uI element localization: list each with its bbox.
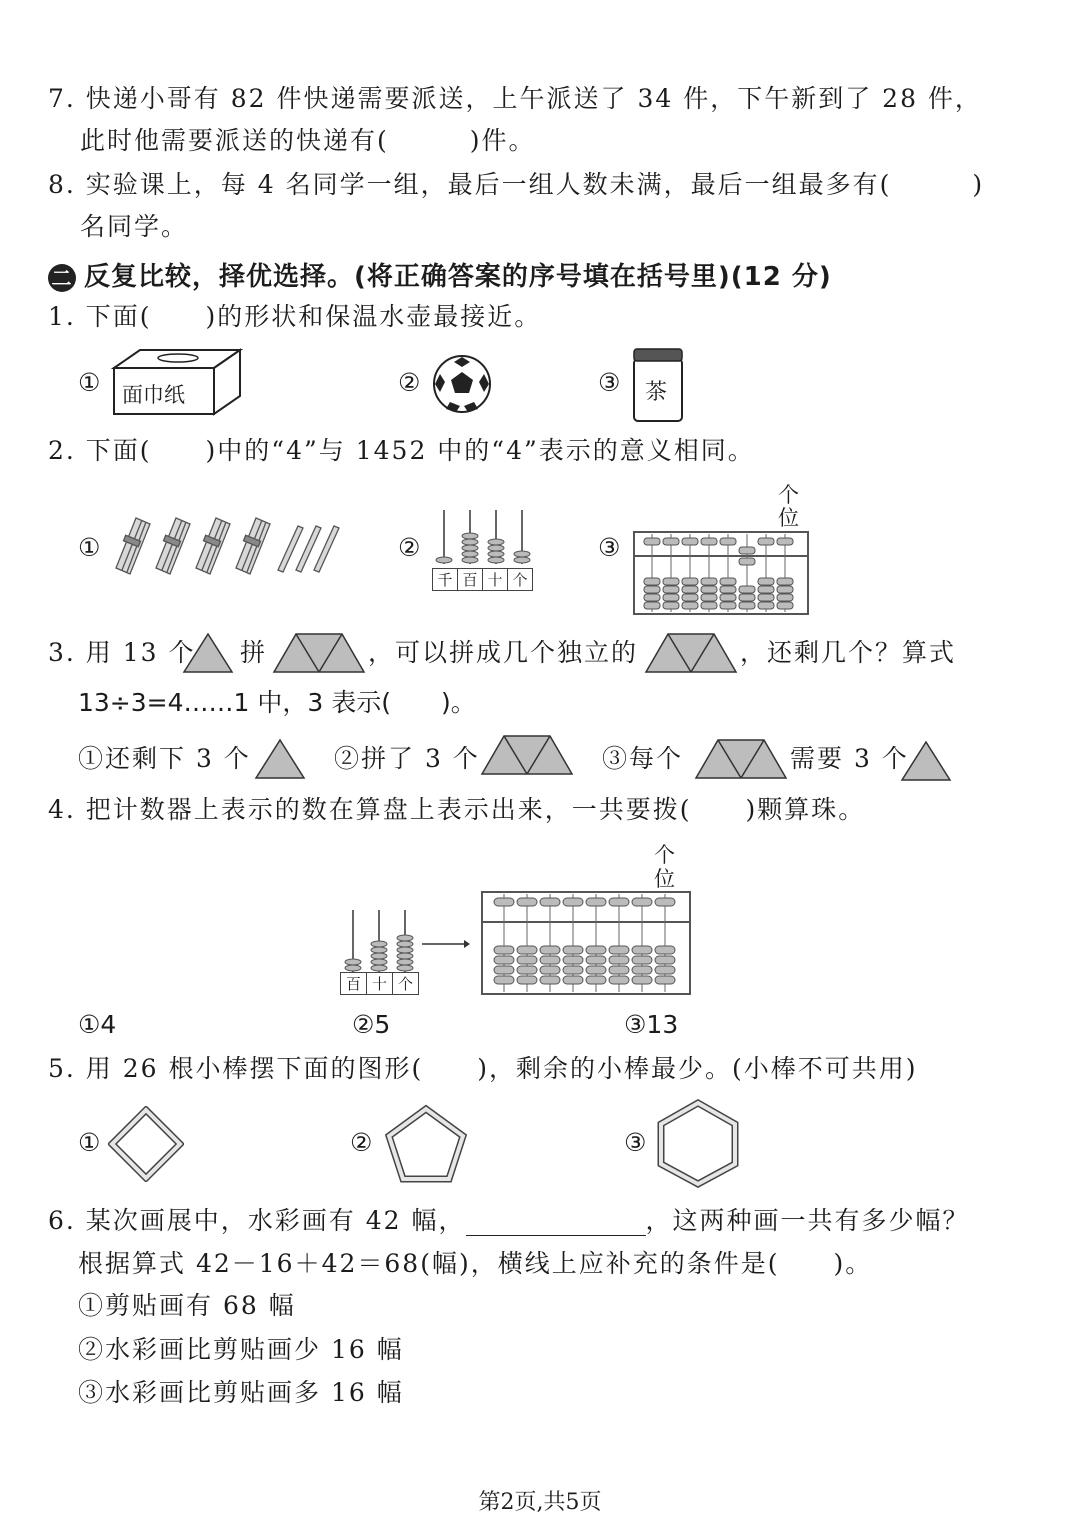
three-rod-counter-labels xyxy=(340,972,419,995)
trapezoid-shape-icon xyxy=(272,632,366,674)
s2q2-text: 2. 下面( )中的“4”与 1452 中的“4”表示的意义相同。 xyxy=(48,436,755,465)
four-rod-counter-figure xyxy=(432,506,538,568)
triangle-icon xyxy=(182,632,234,674)
abacus-place-label-bottom: 位 xyxy=(654,867,675,891)
counter-label: 十 xyxy=(483,568,508,591)
abacus-place-label-top: 个 xyxy=(778,483,799,507)
s2q3-opt2: ②拼了 3 个 xyxy=(334,744,480,773)
trapezoid-shape-icon xyxy=(480,734,574,776)
counter-label: 百 xyxy=(340,972,367,995)
q8-line2: 名同学。 xyxy=(80,212,189,241)
abacus-place-label-top: 个 xyxy=(654,843,675,867)
s2q6-line2: 根据算式 42－16＋42＝68(幅)，横线上应补充的条件是( )。 xyxy=(78,1249,873,1278)
s2q6-line1-b: ，这两种画一共有多少幅？ xyxy=(645,1206,970,1235)
four-rod-counter-labels xyxy=(432,568,533,591)
s2q6-opt1: ①剪贴画有 68 幅 xyxy=(78,1291,296,1320)
q7-line1: 7. 快递小哥有 82 件快递需要派送，上午派送了 34 件，下午新到了 28 件， xyxy=(48,84,982,113)
section-title: 反复比较，择优选择。(将正确答案的序号填在括号里)(12 分) xyxy=(84,262,832,292)
q7-line2: 此时他需要派送的快递有( )件。 xyxy=(80,126,536,155)
s2q5-opt3-marker: ③ xyxy=(624,1128,647,1157)
hexagon-sticks-figure xyxy=(656,1098,740,1188)
s2q6-opt3: ③水彩画比剪贴画多 16 幅 xyxy=(78,1378,404,1407)
counter-label: 十 xyxy=(367,972,393,995)
s2q4-text: 4. 把计数器上表示的数在算盘上表示出来，一共要拨( )颗算珠。 xyxy=(48,795,866,824)
s2q6-line1 xyxy=(48,1206,970,1236)
s2q3-text-b: 拼 xyxy=(240,638,268,667)
section-number-badge: 二 xyxy=(48,264,76,292)
answer-blank-line[interactable] xyxy=(466,1213,646,1236)
arrow-icon xyxy=(420,936,470,952)
counter-label: 个 xyxy=(508,568,533,591)
s2q5-opt1-marker: ① xyxy=(78,1128,101,1157)
abacus-figure-q4 xyxy=(480,890,692,996)
counter-label: 个 xyxy=(393,972,419,995)
s2q2-opt2-marker: ② xyxy=(398,533,421,562)
s2q3-text-a: 3. 用 13 个 xyxy=(48,638,196,667)
s2q6-line1-a: 6. 某次画展中，水彩画有 42 幅， xyxy=(48,1206,466,1235)
tea-canister-label: 茶 xyxy=(645,380,668,405)
three-rod-counter-figure xyxy=(340,908,420,974)
soccer-ball-figure xyxy=(432,354,492,414)
tissue-box-label: 面巾纸 xyxy=(122,383,185,407)
s2q4-opt1: ①4 xyxy=(78,1010,117,1039)
s2q6-opt2: ②水彩画比剪贴画少 16 幅 xyxy=(78,1335,404,1364)
trapezoid-shape-icon xyxy=(694,738,788,780)
abacus-figure-q2 xyxy=(632,530,810,616)
s2q2-opt3-marker: ③ xyxy=(598,533,621,562)
s2q3-opt1: ①还剩下 3 个 xyxy=(78,744,251,773)
s2q3-text-c: ，可以拼成几个独立的 xyxy=(368,638,639,667)
s2q3-line2: 13÷3=4……1 中，3 表示( )。 xyxy=(78,688,476,717)
s2q5-opt2-marker: ② xyxy=(350,1128,373,1157)
s2q1-opt2-marker: ② xyxy=(398,368,421,397)
abacus-place-label-bottom: 位 xyxy=(778,506,799,530)
s2q4-opt2: ②5 xyxy=(352,1010,391,1039)
s2q3-opt3-b: 需要 3 个 xyxy=(790,744,909,773)
q8-line1: 8. 实验课上，每 4 名同学一组，最后一组人数未满，最后一组最多有( ) xyxy=(48,170,985,199)
pentagon-sticks-figure xyxy=(384,1104,468,1184)
s2q1-opt3-marker: ③ xyxy=(598,368,621,397)
stick-bundles-figure xyxy=(110,512,346,580)
page-number: 第2页,共5页 xyxy=(478,1490,602,1515)
s2q1-text: 1. 下面( )的形状和保温水壶最接近。 xyxy=(48,302,542,331)
trapezoid-shape-icon xyxy=(644,632,738,674)
s2q4-opt3: ③13 xyxy=(624,1010,679,1039)
s2q5-text: 5. 用 26 根小棒摆下面的图形( )，剩余的小棒最少。(小棒不可共用) xyxy=(48,1054,918,1083)
s2q3-text-d: ，还剩几个？算式 xyxy=(740,638,957,667)
triangle-icon xyxy=(254,738,306,780)
square-sticks-figure xyxy=(108,1106,184,1182)
s2q1-opt1-marker: ① xyxy=(78,368,101,397)
section-heading xyxy=(48,256,832,293)
s2q2-opt1-marker: ① xyxy=(78,533,101,562)
s2q3-opt3-a: ③每个 xyxy=(602,744,684,773)
triangle-icon xyxy=(900,740,952,782)
counter-label: 百 xyxy=(458,568,483,591)
counter-label: 千 xyxy=(432,568,458,591)
